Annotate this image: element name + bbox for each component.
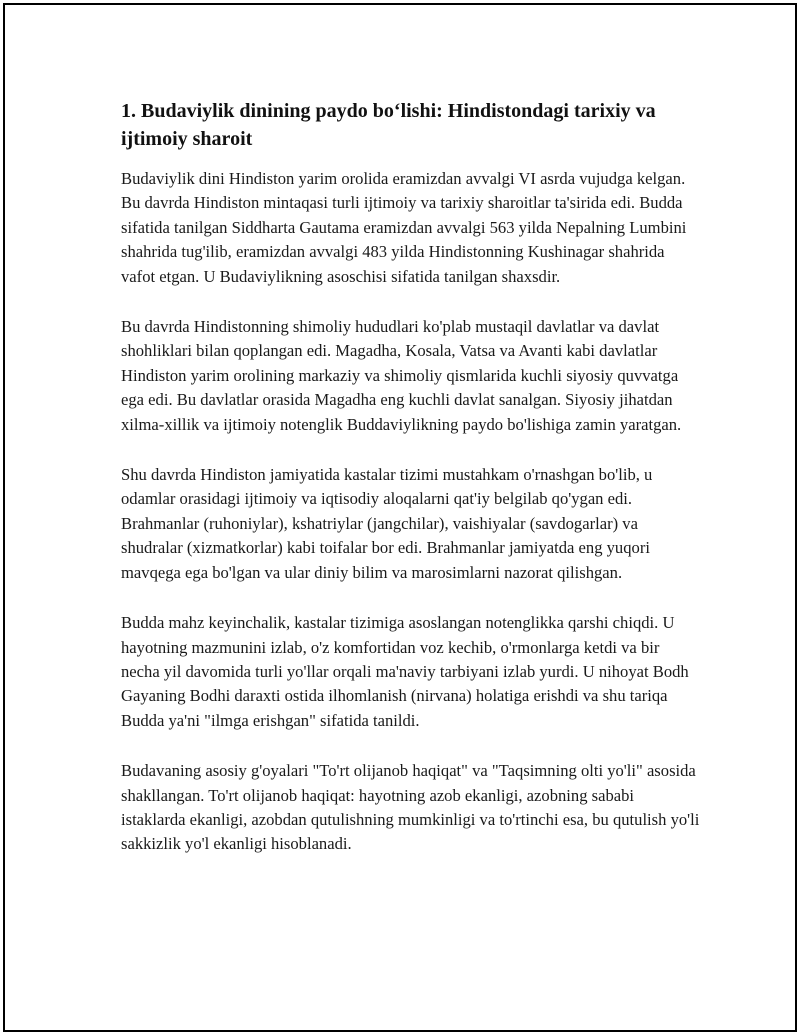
paragraph-3: Shu davrda Hindiston jamiyatida kastalar tizimi mustahkam o'rnashgan bo'lib, u odamlar orasidagi ijtimoiy va iqtisodiy aloqalarni qat'iy belgilab qo'ygan edi. Brahmanlar (ruhoniylar), kshatriylar (jangchilar), vaishiyalar (savdogarlar) va shudralar (xizmatkorlar) kabi toifalar bor edi. Brahmanlar jamiyatda eng yuqori mavqega ega bo'lgan va ular diniy bilim va marosimlarni nazorat qilishgan. [121,465,653,582]
document-page [3,3,797,1032]
paragraph-1: Budaviylik dini Hindiston yarim orolida eramizdan avvalgi VI asrda vujudga kelgan. Bu davrda Hindiston mintaqasi turli ijtimoiy va tarixiy sharoitlar ta'sirida edi. Budda sifatida tanilgan Siddharta Gautama eramizdan avvalgi 563 yilda Nepalning Lumbini shahrida tug'ilib, eramizdan avvalgi 483 yilda Hindistonning Kushinagar shahrida vafot etgan. U Budaviylikning asoschisi sifatida tanilgan shaxsdir. [121,169,687,286]
document-body [121,97,701,883]
paragraph-2: Bu davrda Hindistonning shimoliy hududlari ko'plab mustaqil davlatlar va davlat shohliklari bilan qoplangan edi. Magadha, Kosala, Vatsa va Avanti kabi davlatlar Hindiston yarim orolining markaziy va shimoliy qismlarida kuchli siyosiy quvvatga ega edi. Bu davlatlar orasida Magadha eng kuchli davlat sanalgan. Siyosiy jihatdan xilma-xillik va ijtimoiy notenglik Buddaviylikning paydo bo'lishiga zamin yaratgan. [121,317,682,434]
section-heading: 1. Budaviylik dinining paydo bo‘lishi: Hindistondagi tarixiy va ijtimoiy sharoit [121,100,656,150]
paragraph-5: Budavaning asosiy g'oyalari "To'rt olijanob haqiqat" va "Taqsimning olti yo'li" asosida shakllangan. To'rt olijanob haqiqat: hayotning azob ekanligi, azobning sababi istaklarda ekanligi, azobdan qutulishning mumkinligi va to'rtinchi esa, bu qutulish yo'li sakkizlik yo'l ekanligi hisoblanadi. [121,761,700,854]
paragraph-4: Budda mahz keyinchalik, kastalar tizimiga asoslangan notenglikka qarshi chiqdi. U hayotning mazmunini izlab, o'z komfortidan voz kechib, o'rmonlarga ketdi va bir necha yil davomida turli yo'llar orqali ma'naviy tarbiyani izlab yurdi. U nihoyat Bodh Gayaning Bodhi daraxti ostida ilhomlanish (nirvana) holatiga erishdi va shu tariqa Budda ya'ni "ilmga erishgan" sifatida tanildi. [121,613,689,730]
